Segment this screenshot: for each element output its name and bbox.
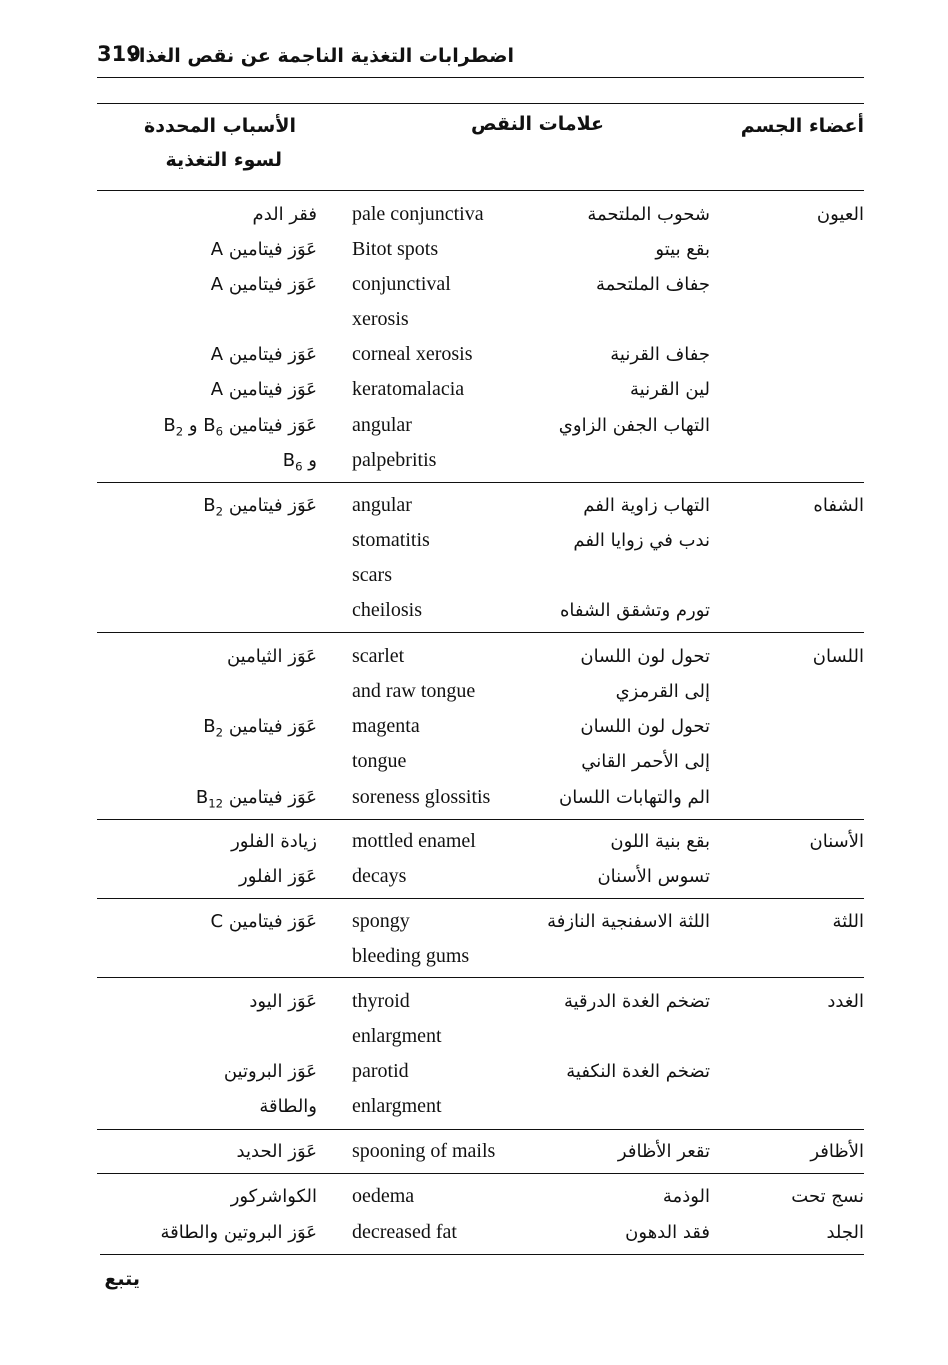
group-rule xyxy=(97,819,864,820)
sign-arabic: الم والتهابات اللسان xyxy=(559,787,710,808)
header-rule xyxy=(97,77,864,78)
sign-arabic: اللثة الاسفنجية النازفة xyxy=(547,911,710,932)
organ-label: اللثة xyxy=(832,911,864,932)
organ-label: نسج تحت xyxy=(791,1186,864,1207)
cause-text: عَوَز فيتامين $B_2$ xyxy=(203,716,317,740)
sign-english: magenta xyxy=(352,715,420,737)
cause-text: عَوَز فيتامين A xyxy=(210,239,317,260)
cause-text: و $B_6$ xyxy=(282,450,317,474)
organ-label-line2: الجلد xyxy=(826,1222,864,1243)
cause-text: عَوَز البروتين والطاقة xyxy=(160,1222,317,1243)
cause-text: عَوَز الفلور xyxy=(239,866,317,887)
sign-arabic: لين القرنية xyxy=(630,379,710,400)
sign-english: keratomalacia xyxy=(352,378,465,400)
cause-text: عَوَز الثيامين xyxy=(226,646,317,667)
group-rule xyxy=(97,898,864,899)
sign-english: decreased fat xyxy=(352,1221,457,1243)
organ-label: اللسان xyxy=(812,646,864,667)
sign-english: pale conjunctiva xyxy=(352,203,484,225)
sign-arabic: جفاف الملتحمة xyxy=(595,274,710,295)
sign-arabic: الوذمة xyxy=(662,1186,710,1207)
running-title: اضطرابات التغذية الناجمة عن نقص الغذاء xyxy=(129,45,514,67)
cause-text: عَوَز فيتامين $B_{12}$ xyxy=(195,787,317,811)
sign-english: thyroid xyxy=(352,990,410,1012)
sign-arabic: تقعر الأظافر xyxy=(617,1141,710,1162)
sign-arabic: بقع بيتو xyxy=(655,239,710,260)
continued-label: يتبع xyxy=(104,1268,140,1290)
group-rule xyxy=(97,632,864,633)
sign-arabic: إلى القرمزي xyxy=(615,681,710,702)
sign-arabic: تسوس الأسنان xyxy=(597,866,710,887)
cause-text: الكواشركور xyxy=(230,1186,317,1207)
sign-arabic: تضخم الغدة الدرقية xyxy=(563,991,710,1012)
cause-text: والطاقة xyxy=(259,1096,317,1117)
sign-english: oedema xyxy=(352,1185,415,1207)
sign-arabic: ندب في زوايا الفم xyxy=(573,530,710,551)
cause-text: عَوَز فيتامين A xyxy=(210,379,317,400)
sign-english: and raw tongue xyxy=(352,680,476,702)
group-rule xyxy=(97,977,864,978)
header-causes-line2: لسوء التغذية xyxy=(165,149,282,171)
table-top-rule xyxy=(97,103,864,104)
sign-english: bleeding gums xyxy=(352,945,470,967)
sign-arabic: إلى الأحمر القاني xyxy=(581,751,710,772)
table-header-rule xyxy=(97,190,864,191)
sign-english: palpebritis xyxy=(352,449,437,471)
organ-label: الأظافر xyxy=(810,1141,864,1162)
sign-english: angular xyxy=(352,494,412,516)
group-rule xyxy=(97,1129,864,1130)
sign-arabic: شحوب الملتحمة xyxy=(587,204,710,225)
group-rule xyxy=(97,482,864,483)
sign-english: parotid xyxy=(352,1060,409,1082)
sign-english: mottled enamel xyxy=(352,830,476,852)
sign-english: cheilosis xyxy=(352,599,422,621)
sign-arabic: فقد الدهون xyxy=(625,1222,710,1243)
cause-text: عَوَز فيتامين $B_6$ و $B_2$ xyxy=(163,415,317,439)
cause-text: فقر الدم xyxy=(252,204,317,225)
sign-english: angular xyxy=(352,414,412,436)
organ-label: العيون xyxy=(816,204,864,225)
sign-arabic: التهاب الجفن الزاوي xyxy=(558,415,710,436)
table-bottom-rule xyxy=(100,1254,864,1255)
header-causes-line1: الأسباب المحددة xyxy=(144,115,296,137)
sign-arabic: بقع بنية اللون xyxy=(610,831,710,852)
sign-arabic: تحول لون اللسان xyxy=(580,716,710,737)
sign-english: Bitot spots xyxy=(352,238,439,260)
organ-label: الشفاه xyxy=(813,495,864,516)
sign-english: soreness glossitis xyxy=(352,786,491,808)
organ-label: الغدد xyxy=(827,991,864,1012)
sign-english: enlargment xyxy=(352,1025,442,1047)
group-rule xyxy=(97,1173,864,1174)
cause-text: عَوَز الحديد xyxy=(236,1141,317,1162)
cause-text: عَوَز اليود xyxy=(249,991,317,1012)
page-number: 319 xyxy=(97,42,141,66)
sign-english: spooning of mails xyxy=(352,1140,496,1162)
sign-english: conjunctival xyxy=(352,273,451,295)
cause-text: عَوَز فيتامين A xyxy=(210,274,317,295)
sign-arabic: تضخم الغدة النكفية xyxy=(566,1061,710,1082)
sign-arabic: جفاف القرنية xyxy=(610,344,710,365)
sign-english: scarlet xyxy=(352,645,405,667)
sign-english: xerosis xyxy=(352,308,409,330)
sign-english: corneal xerosis xyxy=(352,343,473,365)
sign-arabic: التهاب زاوية الفم xyxy=(583,495,710,516)
cause-text: عَوَز البروتين xyxy=(223,1061,317,1082)
cause-text: عَوَز فيتامين A xyxy=(210,344,317,365)
sign-english: spongy xyxy=(352,910,410,932)
sign-arabic: تورم وتشقق الشفاه xyxy=(559,600,710,621)
organ-label: الأسنان xyxy=(809,831,864,852)
sign-arabic: تحول لون اللسان xyxy=(580,646,710,667)
sign-english: tongue xyxy=(352,750,407,772)
sign-english: enlargment xyxy=(352,1095,442,1117)
header-organ: أعضاء الجسم xyxy=(740,115,864,137)
cause-text: عَوَز فيتامين $B_2$ xyxy=(203,495,317,519)
sign-english: scars xyxy=(352,564,392,586)
cause-text: زيادة الفلور xyxy=(231,831,317,852)
cause-text: عَوَز فيتامين C xyxy=(210,911,317,932)
sign-english: stomatitis xyxy=(352,529,430,551)
sign-english: decays xyxy=(352,865,407,887)
header-signs: علامات النقص xyxy=(470,113,604,135)
